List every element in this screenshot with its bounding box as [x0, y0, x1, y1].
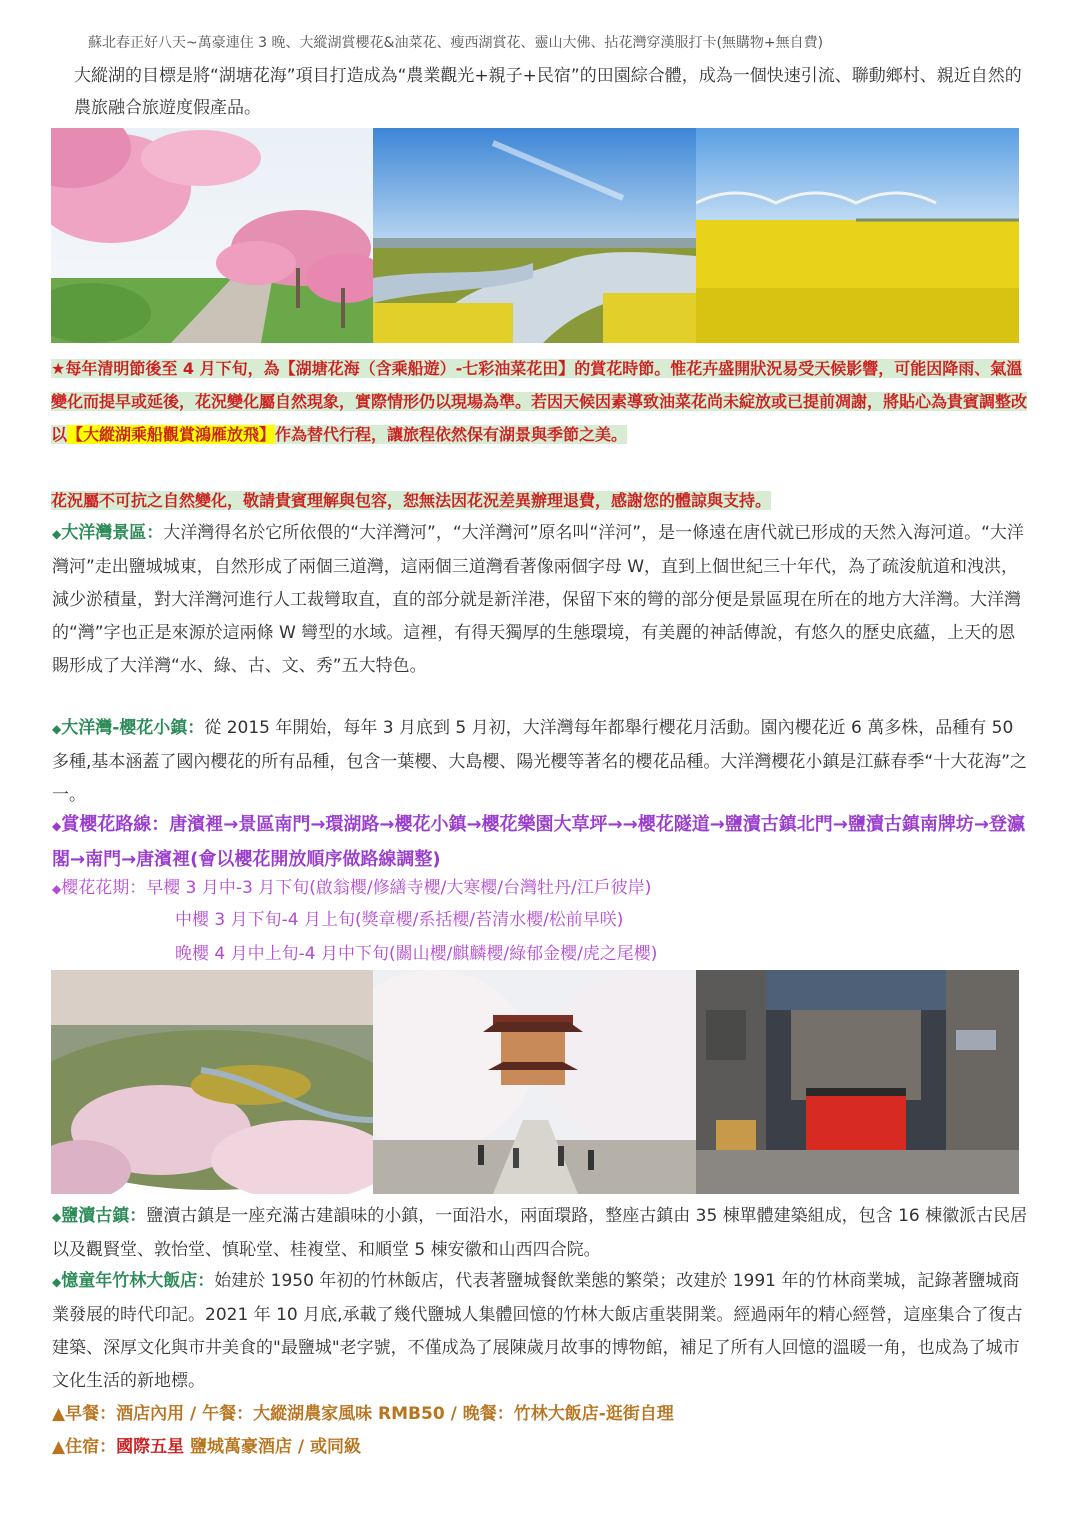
diamond-icon: ◆	[52, 1275, 62, 1289]
diamond-icon: ◆	[52, 1210, 62, 1224]
seasonal-notice	[51, 352, 1029, 451]
document-header: 蘇北春正好八天~萬豪連住 3 晚、大縱湖賞櫻花&油菜花、瘦西湖賞花、靈山大佛、拈花灣穿漢服打卡(無購物+無自費)	[88, 35, 824, 51]
hotel-name: 鹽城萬豪酒店 / 或同級	[184, 1437, 362, 1457]
bloom-late-line	[175, 938, 1025, 971]
section-yandu-town	[52, 1200, 1028, 1267]
section-dayang-bay	[52, 517, 1028, 683]
photo-pagoda-cherry-avenue	[373, 970, 696, 1194]
diamond-icon: ◆	[52, 882, 62, 896]
photo-aerial-cherry-park	[51, 970, 373, 1194]
photo-lake-rapeseed	[373, 128, 696, 343]
section-title: 憶童年竹林大飯店：	[61, 1271, 215, 1291]
section-text: 從 2015 年開始，每年 3 月底到 5 月初，大洋灣每年都舉行櫻花月活動。園內櫻花近 6 萬多株，品種有 50 多種,基本涵蓋了國內櫻花的所有品種，包含一葉櫻、大島櫻、陽光櫻等著名的櫻花品種。大洋灣櫻花小鎮是江蘇春季“十大花海”之一。	[52, 718, 1028, 805]
section-title: 大洋灣-櫻花小鎮：	[61, 718, 205, 738]
bloom-early: 早櫻 3 月中-3 月下旬(啟翁櫻/修繕寺櫻/大寒櫻/台灣牡丹/江戶彼岸)	[146, 878, 652, 898]
photo-row-bottom	[51, 970, 1019, 1194]
section-text: 始建於 1950 年初的竹林飯店，代表著鹽城餐飲業態的繁榮；改建於 1991 年的竹林商業城，記錄著鹽城商業發展的時代印記。2021 年 10 月底,承載了幾代鹽城人集體回憶的竹林大飯店重裝開業。經過兩年的精心經營，這座集合了復古建築、深厚文化與市井美食的"最鹽城"老字號，不僅成為了展陳歲月故事的博物館，補足了所有人回憶的溫暖一角，也成為了城市文化生活的新地標。	[52, 1271, 1023, 1391]
photo-row-top	[51, 128, 1019, 343]
photo-rapeseed-field	[696, 128, 1019, 343]
section-title: 櫻花花期：	[61, 878, 147, 898]
section-title: 賞櫻花路線：	[61, 814, 170, 835]
diamond-icon: ◆	[52, 819, 62, 833]
section-text: 大洋灣得名於它所依偎的“大洋灣河”，“大洋灣河”原名叫“洋河”，是一條遠在唐代就已形成的天然入海河道。“大洋灣河”走出鹽城城東，自然形成了兩個三道灣，這兩個三道灣看著像兩個字母 W，直到上個世紀三十年代，為了疏浚航道和洩洪，減少淤積量，對大洋灣河進行人工裁彎取直，直的部分就是新洋港，保留下來的彎的部分便是景區現在所在的地方大洋灣。大洋灣的“灣”字也正是來源於這兩條 W 彎型的水域。這裡，有得天獨厚的生態環境，有美麗的神話傳說，有悠久的歷史底蘊，上天的恩賜形成了大洋灣“水、綠、古、文、秀”五大特色。	[52, 523, 1024, 676]
section-sakura-route	[52, 808, 1028, 876]
diamond-icon: ◆	[52, 527, 62, 541]
hotel-line	[52, 1432, 361, 1457]
section-title: 鹽瀆古鎮：	[61, 1206, 147, 1226]
bloom-late: 晚櫻 4 月中上旬-4 月中下旬(關山櫻/麒麟櫻/綠郁金櫻/虎之尾櫻)	[175, 944, 658, 964]
meals-line: ▲早餐：酒店內用 / 午餐：大縱湖農家風味 RMB50 / 晚餐：竹林大飯店-逛街自理	[52, 1404, 674, 1424]
notice-part1: ★每年清明節後至 4 月下旬，為【湖塘花海（含乘船遊）-七彩油菜花田】的賞花時節。惟花卉盛開狀況易受天候影響，可能因降雨、氣溫變化而提早或延後，花況變化屬自然現象，實際情形仍以現場為準。若因天候因素導致油菜花尚未綻放或已提前凋謝，將貼心為貴賓調整改以	[51, 359, 1028, 444]
photo-bamboo-hotel-interior	[696, 970, 1019, 1194]
refund-notice	[51, 484, 1029, 517]
notice-highlight: 【大縱湖乘船觀賞鴻雁放飛】	[67, 425, 276, 444]
section-bloom-period	[52, 872, 1028, 906]
diamond-icon: ◆	[52, 722, 62, 736]
bloom-mid: 中櫻 3 月下旬-4 月上旬(獎章櫻/系括櫻/苔清水櫻/松前早咲)	[175, 910, 624, 930]
photo-cherry-blossom-path	[51, 128, 373, 343]
intro-paragraph: 大縱湖的目標是將“湖塘花海”項目打造成為“農業觀光+親子+民宿”的田園綜合體，成為一個快速引流、聯動鄉村、親近自然的農旅融合旅遊度假產品。	[74, 66, 1022, 118]
notice-part2: 作為替代行程，讓旅程依然保有湖景與季節之美。	[275, 425, 628, 444]
section-text: 鹽瀆古鎮是一座充滿古建韻味的小鎮，一面沿水，兩面環路，整座古鎮由 35 棟單體建築組成，包含 16 棟徽派古民居以及觀賢堂、敦怡堂、慎恥堂、桂複堂、和順堂 5 棟安徽和山西四合院。	[52, 1206, 1028, 1260]
bloom-mid-line	[175, 904, 1025, 937]
section-text: 唐濱裡→景區南門→環湖路→櫻花小鎮→櫻花樂園大草坪→→櫻花隧道→鹽瀆古鎮北門→鹽瀆古鎮南牌坊→登瀛閣→南門→唐濱裡(會以櫻花開放順序做路線調整)	[52, 814, 1025, 870]
section-zhulin-hotel	[52, 1265, 1028, 1398]
hotel-prefix: ▲住宿：	[52, 1437, 117, 1457]
section-sakura-town	[52, 712, 1028, 812]
section-title: 大洋灣景區：	[61, 523, 164, 543]
hotel-level: 國際五星	[116, 1437, 185, 1457]
notice-line2: 花況屬不可抗之自然變化，敬請貴賓理解與包容，恕無法因花況差異辦理退費，感謝您的體諒與支持。	[51, 491, 772, 510]
